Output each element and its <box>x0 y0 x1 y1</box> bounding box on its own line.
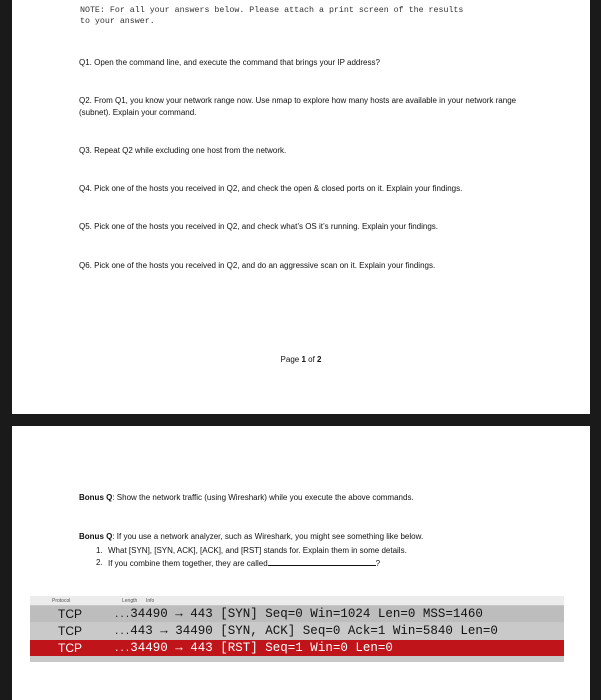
arrow-right-icon: → <box>160 624 168 638</box>
document-page-1 <box>12 0 590 414</box>
column-protocol: Protocol <box>52 598 71 604</box>
bonus-label: Bonus Q <box>79 493 113 502</box>
wireshark-capture <box>30 596 564 662</box>
note-text: NOTE: For all your answers below. Please attach a print screen of the results to your answer. <box>80 6 464 26</box>
packet-row: TCP ...443 → 34490 [SYN, ACK] Seq=0 Ack=1 Win=5840 Len=0 <box>30 623 564 639</box>
bonus-list <box>96 545 549 570</box>
arrow-right-icon: → <box>175 607 183 621</box>
question-6: Q6. Pick one of the hosts you received in Q2, and do an aggressive scan on it. Explain your findings. <box>79 261 436 270</box>
arrow-right-icon: → <box>175 641 183 655</box>
bonus-label: Bonus Q <box>79 532 113 541</box>
column-length: Length <box>122 598 138 604</box>
bonus-text: : Show the network traffic (using Wireshark) while you execute the above commands. <box>112 493 414 502</box>
packet-row: TCP ...34490 → 443 [SYN] Seq=0 Win=1024 Len=0 MSS=1460 <box>30 606 564 622</box>
bonus-question-1 <box>79 492 549 504</box>
list-item: 1. What [SYN], [SYN, ACK], [ACK], and [RST] stands for. Explain them in some details. <box>96 546 407 555</box>
question-5: Q5. Pick one of the hosts you received in Q2, and check what’s OS it’s running. Explain your findings. <box>79 222 439 231</box>
page-number: Page 1 of 2 <box>280 355 322 364</box>
column-info: Info <box>146 598 155 604</box>
answer-blank <box>268 557 376 566</box>
list-item: 2. If you combine them together, they are called ? <box>96 558 381 568</box>
bonus-question-2 <box>79 531 549 570</box>
packet-list-header <box>30 596 564 605</box>
question-1: Q1. Open the command line, and execute the command that brings your IP address? <box>79 58 380 67</box>
packet-row-highlighted: TCP ...34490 → 443 [RST] Seq=1 Win=0 Len=0 <box>30 640 564 656</box>
question-2: Q2. From Q1, you know your network range now. Use nmap to explore how many hosts are available in your network range (subnet). Explain your command. <box>79 96 517 117</box>
bonus-text: : If you use a network analyzer, such as Wireshark, you might see something like below. <box>112 532 424 541</box>
question-3: Q3. Repeat Q2 while excluding one host from the network. <box>79 146 287 155</box>
question-4: Q4. Pick one of the hosts you received in Q2, and check the open & closed ports on it. Explain your findings. <box>79 184 463 193</box>
